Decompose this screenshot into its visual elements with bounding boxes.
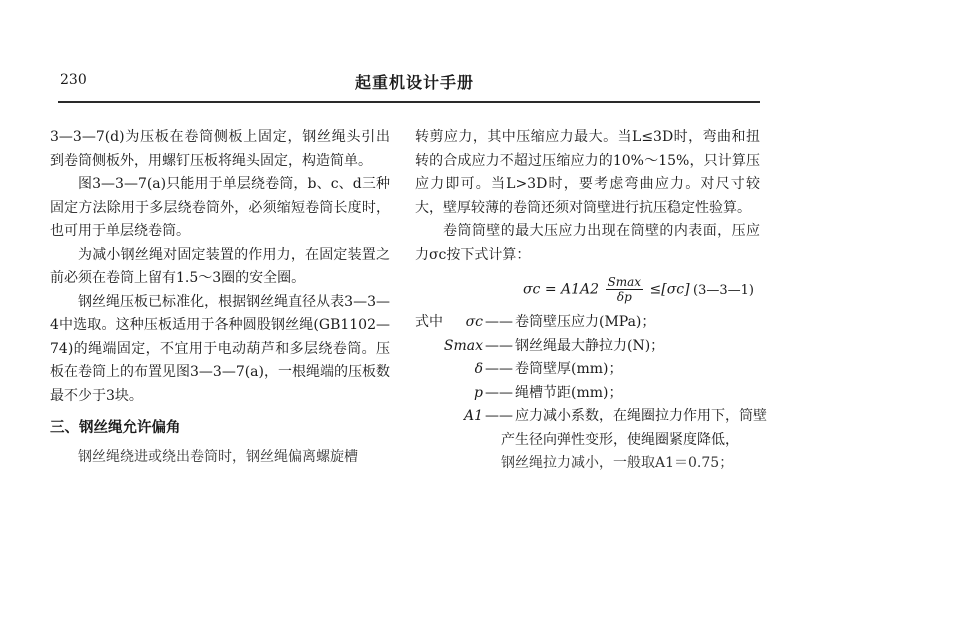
paragraph: 3—3—7(d)为压板在卷筒侧板上固定，钢丝绳头引出到卷筒侧板外，用螺钉压板将绳头固定，构造简单。	[50, 129, 390, 169]
paragraph: 钢丝绳压板已标准化，根据钢丝绳直径从表3—3—4中选取。这种压板适用于各种圆股钢丝绳(GB1102—74)的绳端固定，不宜用于电动葫芦和多层绕卷筒。压板在卷筒上的布置见图3—3—7(a)，一根绳端的压板数最不少于3块。	[50, 293, 390, 404]
definition-text: 钢丝绳最大静拉力(N)；	[515, 337, 665, 354]
definition-symbol: σc	[465, 314, 483, 330]
formula-fraction	[606, 275, 644, 304]
definition-text: 应力减小系数，在绳圈拉力作用下，筒壁	[515, 408, 767, 424]
formula-rhs: ≤[σc]	[649, 281, 690, 298]
formula-row	[415, 271, 760, 307]
definition-symbol: δ	[474, 361, 483, 377]
definition-symbol: p	[474, 384, 483, 401]
definition-row	[415, 311, 760, 335]
right-column	[415, 126, 767, 476]
paragraph: 为减小钢丝绳对固定装置的作用力，在固定装置之前必须在卷筒上留有1.5～3圈的安全圈。	[50, 246, 390, 286]
definition-dash: ——	[485, 337, 513, 354]
cut-off-line: 钢丝绳绕进或绕出卷筒时，钢丝绳偏离螺旋槽	[78, 448, 358, 465]
section-heading: 三、钢丝绳允许偏角	[50, 419, 181, 436]
formula-lhs: σc = A1A2	[523, 281, 600, 298]
formula-denominator: δp	[616, 290, 632, 304]
definition-continuation: 钢丝绳拉力减小，一般取A1＝0.75；	[501, 455, 734, 471]
definition-dash: ——	[485, 384, 513, 401]
formula	[523, 275, 690, 304]
page-header	[60, 72, 760, 96]
page-number: 230	[60, 72, 87, 88]
definition-text: 卷筒壁厚(mm)；	[515, 361, 623, 377]
paragraph: 图3—3—7(a)只能用于单层绕卷筒，b、c、d三种固定方法除用于多层绕卷筒外，必须缩短卷筒长度时，也可用于单层绕卷筒。	[50, 176, 390, 239]
paragraph: 转剪应力，其中压缩应力最大。当L≤3D时，弯曲和扭转的合成应力不超过压缩应力的10%～15%，只计算压应力即可。当L>3D时，要考虑弯曲应力。对尺寸较大，壁厚较薄的卷筒还须对筒壁进行抗压稳定性验算。	[415, 129, 760, 216]
left-column	[50, 126, 390, 465]
book-title: 起重机设计手册	[355, 73, 475, 92]
paragraph: 卷筒筒壁的最大压应力出现在筒壁的内表面，压应力σc按下式计算：	[415, 223, 760, 263]
definitions-lead: 式中	[415, 314, 443, 330]
definition-dash: ——	[485, 314, 513, 330]
definition-row	[415, 405, 767, 429]
definition-continuation: 产生径向弹性变形，使绳圈紧度降低，	[501, 431, 739, 448]
header-rule	[58, 101, 760, 103]
definition-text: 卷筒壁压应力(MPa)；	[515, 314, 656, 330]
definition-row	[415, 358, 760, 382]
equation-number: (3—3—1)	[693, 283, 754, 298]
definition-symbol: Smax	[443, 337, 483, 354]
definition-symbol: A1	[463, 408, 483, 424]
formula-numerator: Smax	[607, 275, 642, 289]
definition-row	[415, 382, 760, 406]
definition-dash: ——	[485, 408, 513, 424]
definition-text: 绳槽节距(mm)；	[515, 384, 623, 401]
definition-row	[415, 335, 760, 359]
definition-dash: ——	[485, 361, 513, 377]
